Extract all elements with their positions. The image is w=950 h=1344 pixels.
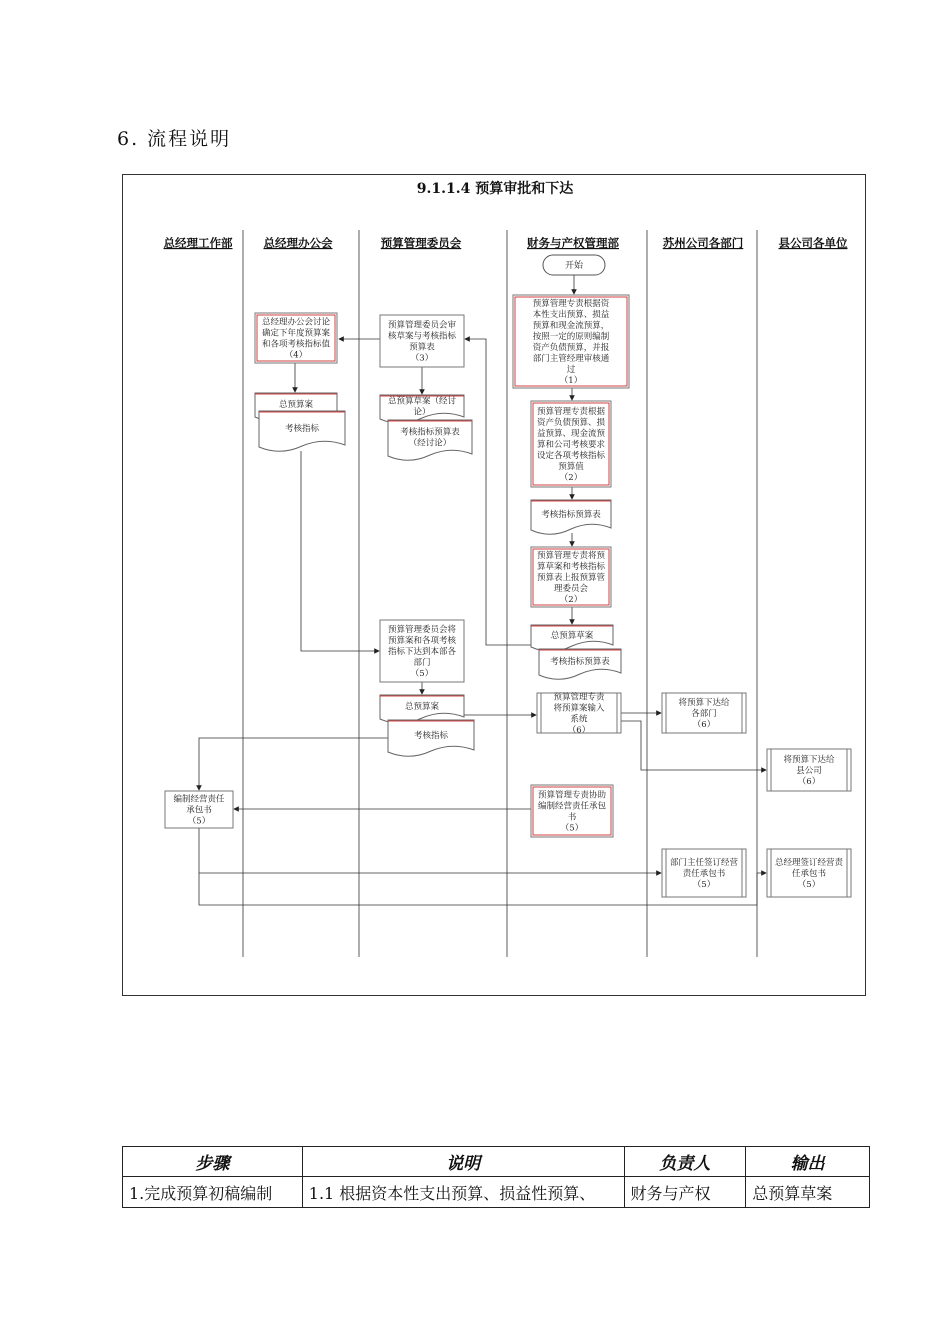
doc-draft-discussed bbox=[380, 395, 464, 423]
step-6-input-system bbox=[537, 691, 621, 735]
cell-output: 总预算草案 bbox=[746, 1177, 870, 1208]
step-1-compile-balance-budget bbox=[513, 295, 629, 388]
lane-header-4: 财务与产权管理部 bbox=[527, 236, 619, 250]
step-4-gm-meeting-decide bbox=[255, 313, 337, 363]
doc-kpi-budget bbox=[531, 500, 611, 534]
step-5-gm-sign-contract-text: 总经理签订经营责任承包书（5） bbox=[774, 857, 844, 890]
step-4-gm-meeting-decide-text: 总经理办公会讨论确定下年度预算案和各项考核指标值（4） bbox=[261, 317, 331, 361]
doc-kpi-2-text: 考核指标 bbox=[413, 730, 449, 741]
doc-kpi-2 bbox=[388, 720, 474, 756]
doc-total-budget-text: 总预算案 bbox=[278, 399, 314, 410]
lane-header-6: 县公司各单位 bbox=[778, 236, 848, 250]
cell-description: 1.1 根据资本性支出预算、损益性预算、 bbox=[302, 1177, 624, 1208]
doc-kpi-budget-2-text: 考核指标预算表 bbox=[550, 656, 610, 667]
doc-total-budget-2-text: 总预算案 bbox=[404, 701, 440, 712]
doc-total-draft bbox=[531, 625, 613, 651]
doc-kpi bbox=[259, 411, 345, 451]
header-description: 说明 bbox=[302, 1147, 624, 1177]
process-table bbox=[122, 1146, 870, 1208]
header-output: 输出 bbox=[746, 1147, 870, 1177]
step-6-issue-to-county bbox=[767, 749, 851, 791]
cell-step: 1.完成预算初稿编制 bbox=[123, 1177, 303, 1208]
table-header-row bbox=[123, 1147, 870, 1177]
step-5-issue-to-departments-text: 预算管理委员会将预算案和各项考核指标下达到本部各部门（5） bbox=[387, 624, 457, 679]
step-3-committee-review-text: 预算管理委员会审核草案与考核指标预算表（3） bbox=[387, 320, 457, 364]
step-2-set-kpi-targets-text: 预算管理专责根据资产负债预算、损益预算、现金流预算和公司考核要求设定各项考核指标预算值（2） bbox=[536, 406, 606, 483]
step-1-compile-balance-budget-text: 预算管理专责根据资本性支出预算、损益预算和现金流预算，按照一定的原则编制资产负债预算，并报部门主管经理审核通过（1） bbox=[532, 298, 610, 386]
doc-kpi-text: 考核指标 bbox=[284, 423, 320, 434]
lane-header-3: 预算管理委员会 bbox=[380, 236, 462, 250]
doc-kpi-budget-text: 考核指标预算表 bbox=[541, 509, 601, 520]
step-3-committee-review bbox=[380, 315, 464, 367]
arrow-budget-to-5a bbox=[301, 451, 379, 651]
flowchart-title: 9.1.1.4 预算审批和下达 bbox=[416, 181, 574, 197]
doc-kpi-discussed-text: 考核指标预算表（经讨论） bbox=[400, 427, 460, 449]
step-6-issue-to-departments bbox=[662, 693, 746, 733]
flowchart-canvas bbox=[123, 175, 867, 997]
step-5-prepare-contract bbox=[165, 791, 233, 828]
doc-kpi-discussed bbox=[388, 420, 472, 460]
step-6-issue-to-county-text: 将预算下达给县公司（6） bbox=[783, 754, 835, 787]
lane-header-5: 苏州公司各部门 bbox=[662, 236, 744, 250]
step-5-issue-to-departments bbox=[380, 620, 464, 682]
section-heading: 6. 流程说明 bbox=[117, 128, 232, 150]
step-2-set-kpi-targets bbox=[531, 401, 611, 487]
start-label: 开始 bbox=[564, 261, 584, 272]
start-terminator bbox=[543, 255, 605, 275]
step-2-submit-to-committee bbox=[531, 547, 611, 607]
doc-total-budget-2 bbox=[380, 695, 464, 723]
step-6-input-system-text: 预算管理专责将预算案输入系统（6） bbox=[553, 692, 605, 736]
step-6-issue-to-departments-text: 将预算下达给各部门（6） bbox=[678, 697, 730, 730]
lane-header-2: 总经理办公会 bbox=[263, 236, 333, 250]
step-5-assist-contract bbox=[531, 785, 613, 837]
table-row bbox=[123, 1177, 870, 1208]
header-owner: 负责人 bbox=[624, 1147, 746, 1177]
budget-approval-flowchart bbox=[122, 174, 866, 996]
step-5-gm-sign-contract bbox=[767, 849, 851, 897]
doc-kpi-budget-2 bbox=[539, 649, 621, 679]
step-5-dept-sign-contract-text: 部门主任签订经营责任承包书（5） bbox=[669, 857, 739, 890]
lane-header-1: 总经理工作部 bbox=[163, 236, 233, 250]
step-2-submit-to-committee-text: 预算管理专责将预算草案和考核指标预算表上报预算管理委员会（2） bbox=[536, 550, 606, 605]
step-5-prepare-contract-text: 编制经营责任承包书（5） bbox=[173, 794, 225, 827]
header-step: 步骤 bbox=[123, 1147, 303, 1177]
step-5-dept-sign-contract bbox=[662, 849, 746, 897]
cell-owner: 财务与产权 bbox=[624, 1177, 746, 1208]
arrow-kpi-to-contract bbox=[199, 738, 388, 790]
doc-total-draft-text: 总预算草案 bbox=[550, 630, 594, 641]
step-5-assist-contract-text: 预算管理专责协助编制经营责任承包书（5） bbox=[537, 790, 607, 834]
doc-draft-discussed-text: 总预算草案（经讨论） bbox=[387, 396, 457, 418]
